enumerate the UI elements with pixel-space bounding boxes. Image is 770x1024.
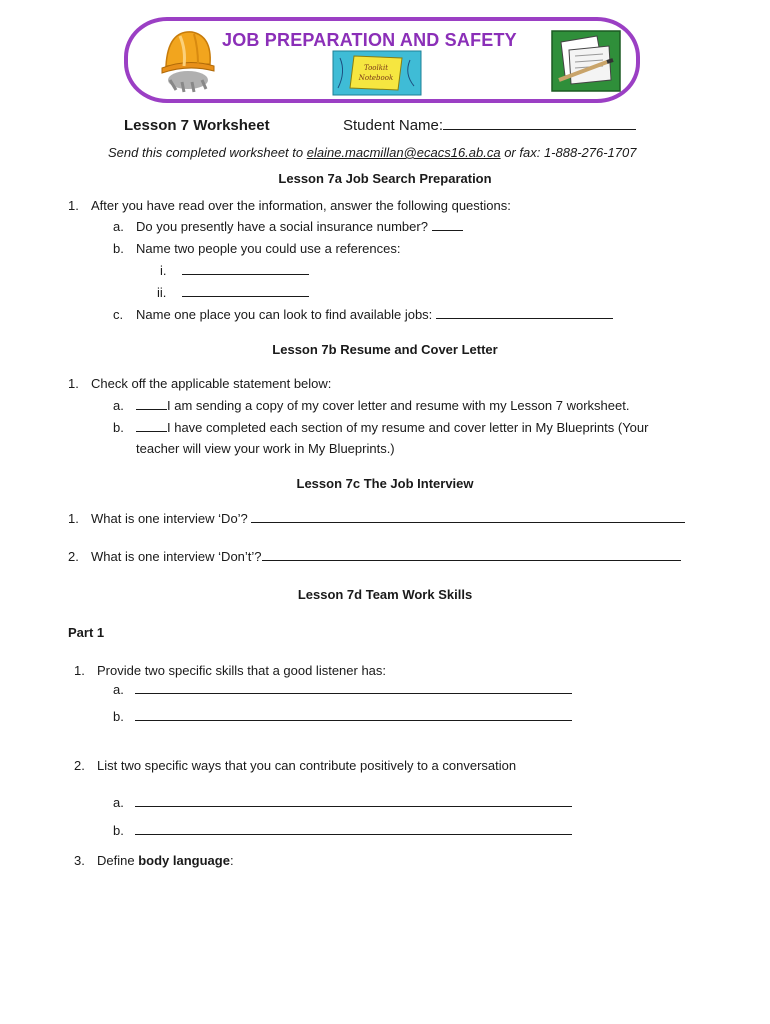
q7a-a-label: a. bbox=[113, 219, 124, 234]
send-suffix: or fax: 1-888-276-1707 bbox=[500, 145, 637, 160]
checkoff-b-blank[interactable] bbox=[136, 420, 167, 432]
q7d-3-number: 3. bbox=[74, 853, 85, 868]
q7a-b-label: b. bbox=[113, 241, 124, 256]
reference-ii-blank[interactable] bbox=[182, 285, 309, 297]
listener-a-label: a. bbox=[113, 682, 124, 697]
q7c-1-number: 1. bbox=[68, 511, 79, 526]
papers-and-pencil-icon bbox=[551, 30, 621, 92]
section-7a-heading: Lesson 7a Job Search Preparation bbox=[278, 171, 492, 186]
q7d-1-text: Provide two specific skills that a good listener has: bbox=[97, 663, 387, 678]
listener-a-blank[interactable] bbox=[135, 682, 572, 694]
q7c-2-text: What is one interview ‘Don’t’? bbox=[91, 549, 262, 564]
q7c-1-item bbox=[91, 511, 685, 527]
banner-title: JOB PREPARATION AND SAFETY bbox=[222, 30, 517, 50]
q7d-3-item bbox=[97, 853, 234, 869]
q7a-b-text: Name two people you could use a references: bbox=[136, 241, 401, 256]
q7a-a-item bbox=[136, 219, 463, 235]
student-name-field[interactable] bbox=[343, 117, 636, 135]
q7a-c-label: c. bbox=[113, 307, 124, 322]
conversation-a-blank[interactable] bbox=[135, 795, 572, 807]
part-1-heading: Part 1 bbox=[68, 625, 105, 640]
reference-i-field[interactable] bbox=[182, 263, 309, 279]
q7d-3-term: body language bbox=[138, 853, 230, 868]
q7b-1-number: 1. bbox=[68, 376, 79, 391]
conversation-a-label: a. bbox=[113, 795, 124, 810]
reference-ii-label: ii. bbox=[157, 285, 167, 300]
q7a-c-text: Name one place you can look to find available jobs: bbox=[136, 307, 433, 322]
checkoff-a-blank[interactable] bbox=[136, 398, 167, 410]
listener-b-blank[interactable] bbox=[135, 709, 572, 721]
reference-i-blank[interactable] bbox=[182, 263, 309, 275]
job-place-blank[interactable] bbox=[436, 307, 613, 319]
send-prefix: Send this completed worksheet to bbox=[108, 145, 307, 160]
conversation-b-field[interactable] bbox=[135, 823, 572, 839]
listener-b-label: b. bbox=[113, 709, 124, 724]
q7b-b-label: b. bbox=[113, 420, 124, 435]
q7a-c-item bbox=[136, 307, 613, 323]
notebook-logo bbox=[332, 50, 422, 96]
listener-a-field[interactable] bbox=[135, 682, 572, 698]
interview-do-blank[interactable] bbox=[251, 511, 685, 523]
q7a-a-text: Do you presently have a social insurance number? bbox=[136, 219, 428, 234]
section-7b-heading: Lesson 7b Resume and Cover Letter bbox=[272, 342, 498, 357]
send-instructions bbox=[108, 145, 636, 161]
q7c-2-number: 2. bbox=[68, 549, 79, 564]
conversation-a-field[interactable] bbox=[135, 795, 572, 811]
q7d-1-number: 1. bbox=[74, 663, 85, 678]
svg-text:Notebook: Notebook bbox=[358, 74, 394, 82]
q7d-3-prefix: Define bbox=[97, 853, 139, 868]
q7b-a-text: I am sending a copy of my cover letter and resume with my Lesson 7 worksheet. bbox=[167, 398, 630, 413]
student-name-label: Student Name: bbox=[343, 117, 444, 134]
student-name-blank[interactable] bbox=[443, 118, 636, 130]
worksheet-title: Lesson 7 Worksheet bbox=[124, 117, 270, 134]
q7b-1-text: Check off the applicable statement below: bbox=[91, 376, 332, 391]
q7a-1-number: 1. bbox=[68, 198, 79, 213]
section-7d-heading: Lesson 7d Team Work Skills bbox=[297, 587, 473, 602]
q7a-1-text: After you have read over the information, answer the following questions: bbox=[91, 198, 511, 213]
q7b-a-item bbox=[136, 398, 629, 414]
q7b-b-item bbox=[136, 420, 648, 436]
q7c-2-item bbox=[91, 549, 681, 565]
q7d-3-suffix: : bbox=[229, 853, 234, 868]
q7b-b-text-line2: teacher will view your work in My Blueprints.) bbox=[136, 441, 395, 456]
conversation-b-label: b. bbox=[113, 823, 124, 838]
q7b-b-text-line1: I have completed each section of my resume and cover letter in My Blueprints (Your bbox=[167, 420, 649, 435]
q7b-a-label: a. bbox=[113, 398, 124, 413]
section-7c-heading: Lesson 7c The Job Interview bbox=[296, 476, 474, 491]
listener-b-field[interactable] bbox=[135, 709, 572, 725]
conversation-b-blank[interactable] bbox=[135, 823, 572, 835]
email-link[interactable]: elaine.macmillan@ecacs16.ab.ca bbox=[306, 145, 501, 160]
svg-text:Toolkit: Toolkit bbox=[363, 64, 389, 72]
q7d-2-number: 2. bbox=[74, 758, 85, 773]
q7c-1-text: What is one interview ‘Do’? bbox=[91, 511, 248, 526]
reference-i-label: i. bbox=[160, 263, 167, 278]
reference-ii-field[interactable] bbox=[182, 285, 309, 301]
q7d-2-text: List two specific ways that you can contribute positively to a conversation bbox=[97, 758, 517, 773]
sin-answer-blank[interactable] bbox=[432, 219, 463, 231]
interview-dont-blank[interactable] bbox=[262, 549, 681, 561]
hard-hat-icon bbox=[160, 24, 216, 94]
